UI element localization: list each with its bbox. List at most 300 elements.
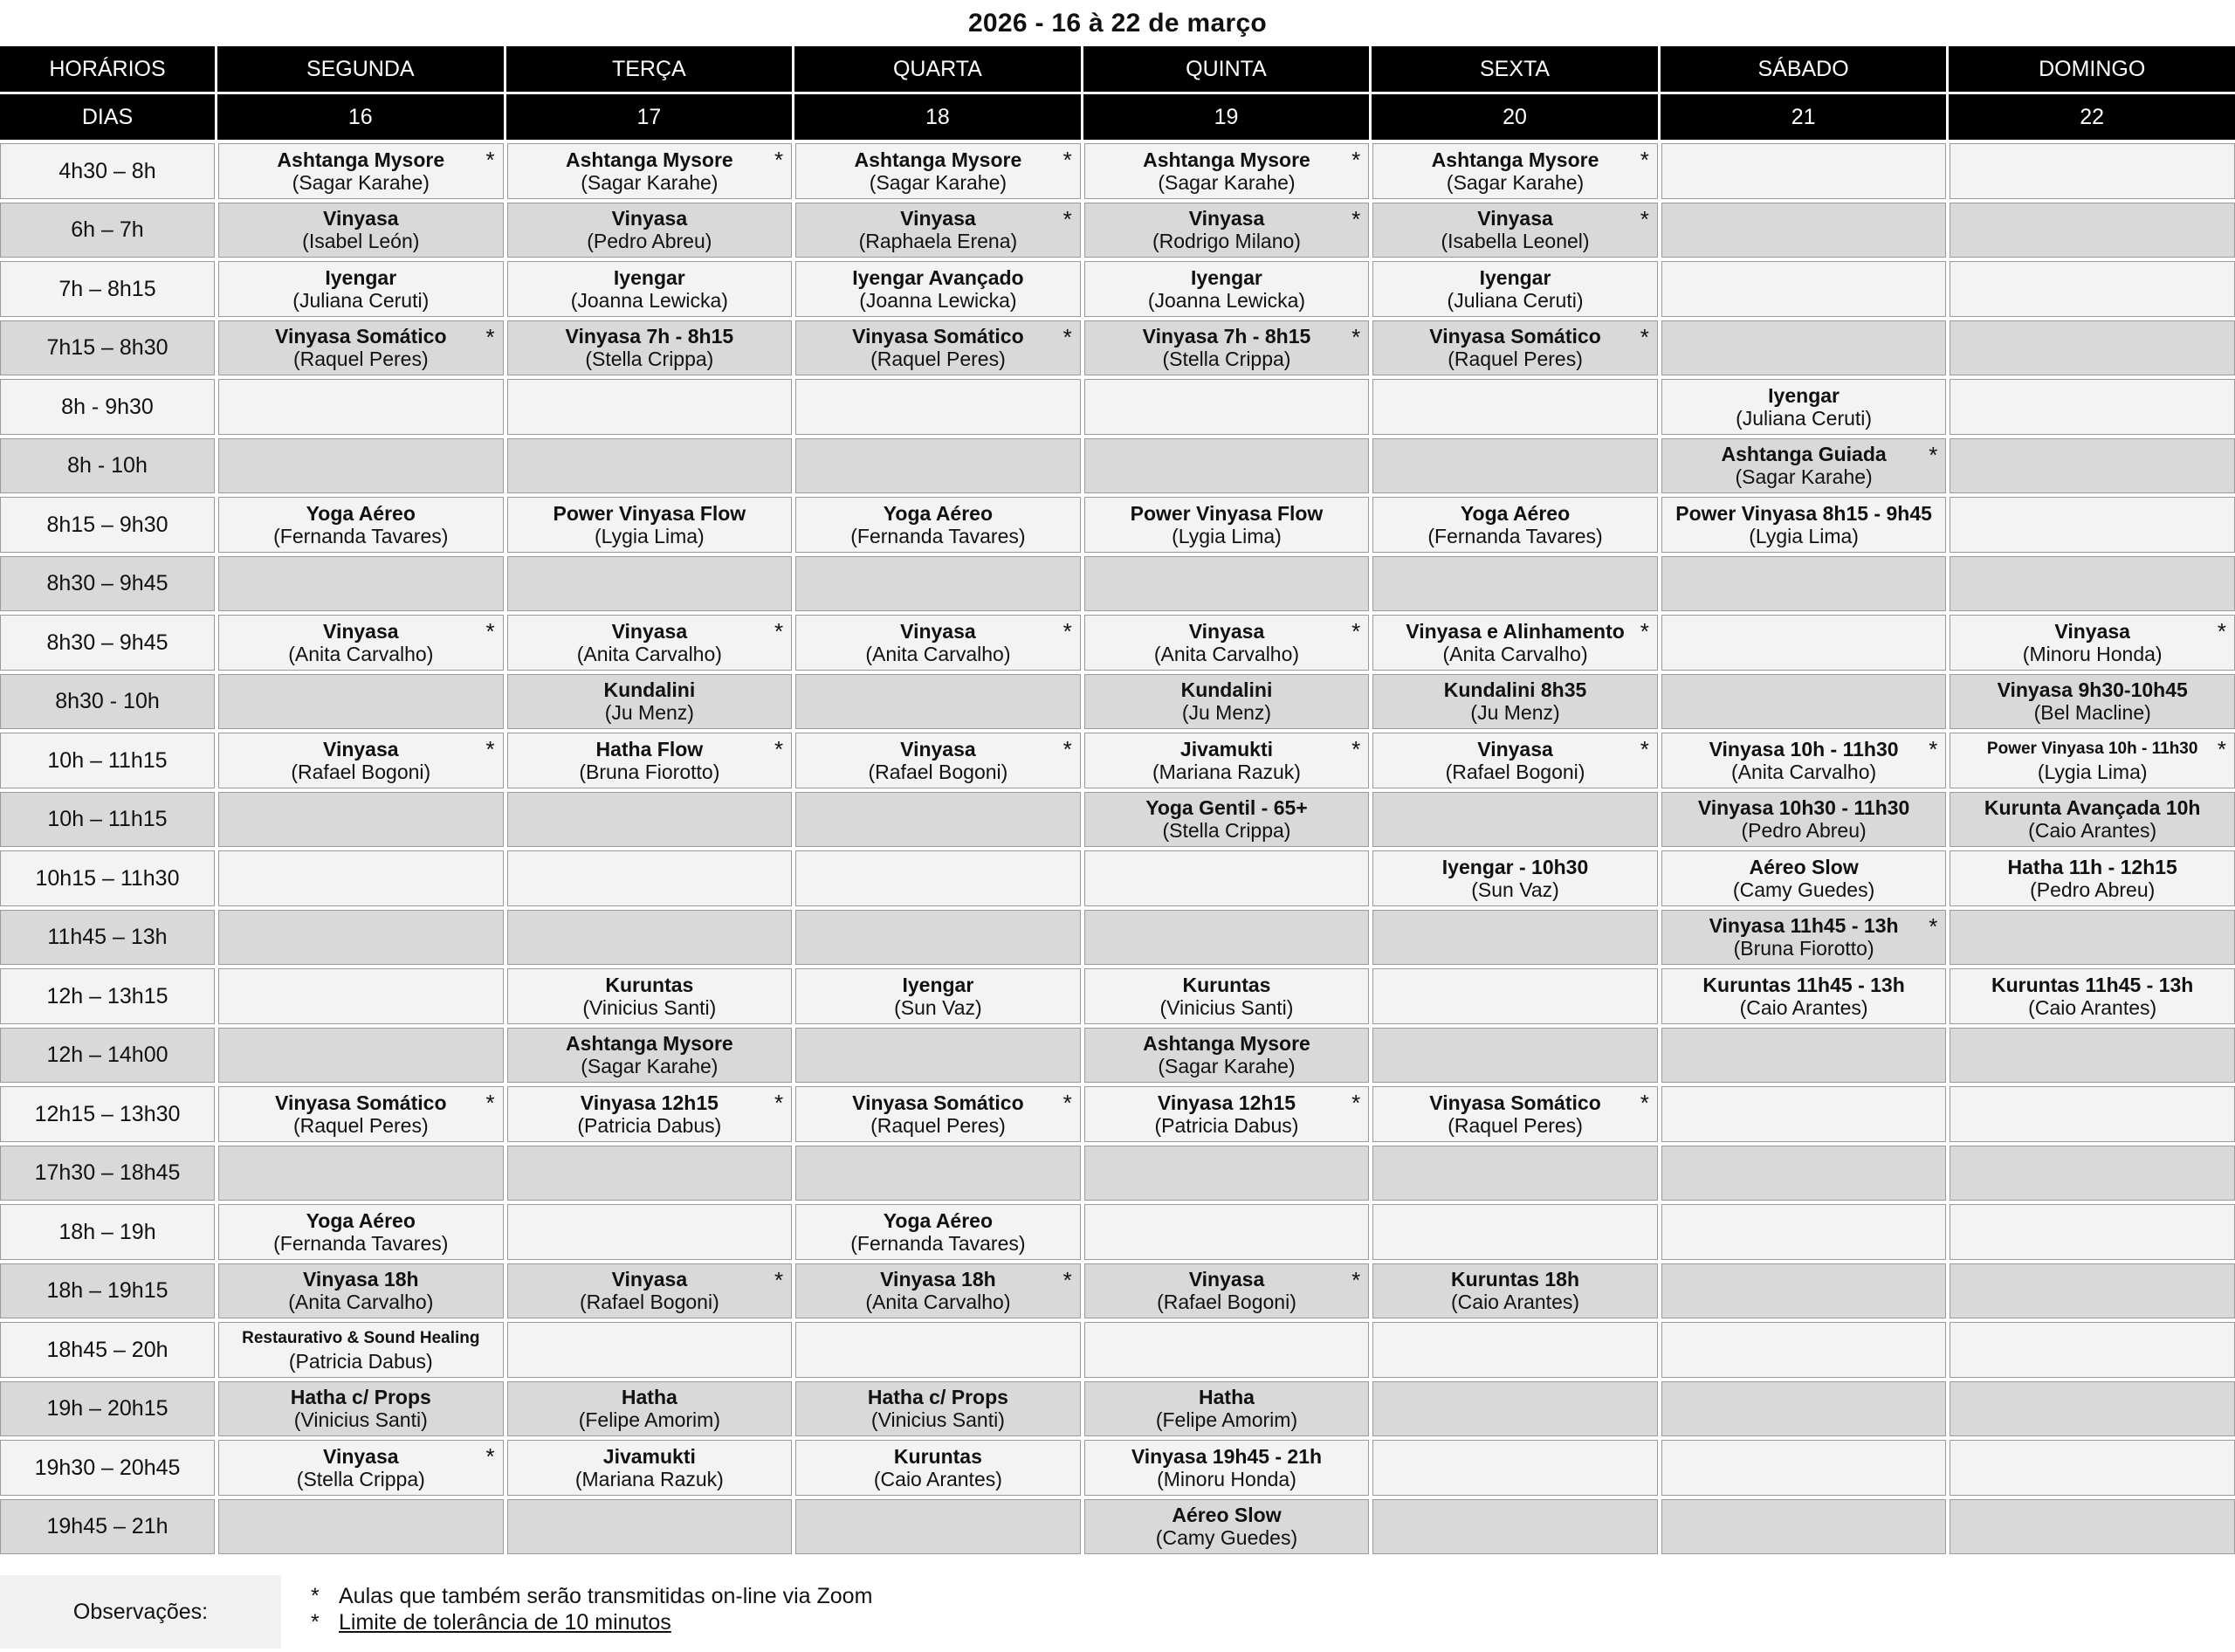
empty-cell [1081,1201,1370,1260]
class-cell [1369,317,1658,376]
weekday-header: DOMINGO [1946,46,2235,92]
empty-cell [1369,375,1658,435]
instructor-name: (Juliana Ceruti) [1736,406,1873,430]
empty-cell [215,965,504,1024]
online-asterisk: * [485,1090,495,1116]
empty-cell [504,553,793,612]
class-cell [1369,847,1658,906]
empty-cell [1369,1201,1658,1260]
class-cell [792,729,1081,788]
empty-cell [1081,435,1370,494]
class-name: Yoga Aéreo [883,1208,994,1232]
class-name: Hatha [1199,1386,1255,1409]
time-slot-cell: 19h45 – 21h [0,1496,215,1555]
online-asterisk: * [1640,147,1649,173]
empty-cell [1369,1024,1658,1084]
empty-cell [1658,553,1947,612]
class-cell [1081,258,1370,317]
class-cell [215,199,504,258]
class-name: Power Vinyasa 10h - 11h30 [1986,739,2198,758]
instructor-name: (Raquel Peres) [1448,348,1583,371]
class-name: Yoga Aéreo [1460,501,1571,525]
class-cell [215,729,504,788]
class-name: Kuruntas 11h45 - 13h [1991,973,2194,996]
instructor-name: (Patricia Dabus) [288,1349,433,1373]
instructor-name: (Sagar Karahe) [869,170,1007,194]
class-cell [1081,788,1370,848]
online-asterisk: * [1062,736,1072,762]
schedule-row [0,965,2235,1024]
online-asterisk: * [1640,736,1649,762]
class-name: Vinyasa [900,619,976,643]
class-name: Ashtanga Mysore [1143,1032,1310,1056]
empty-cell [215,375,504,435]
class-name: Vinyasa [323,1444,399,1468]
online-asterisk: * [774,1266,784,1293]
class-name: Ashtanga Mysore [277,148,445,171]
instructor-name: (Lygia Lima) [2037,760,2148,783]
online-asterisk: * [1351,1266,1361,1293]
instructor-name: (Sun Vaz) [894,995,982,1019]
instructor-name: (Anita Carvalho) [1153,642,1300,665]
empty-cell [1658,1024,1947,1084]
class-name: Kundalini [1180,678,1273,702]
online-asterisk: * [1062,1266,1072,1293]
class-name: Vinyasa Somático [1429,1091,1601,1114]
empty-cell [1658,317,1947,376]
class-cell [1369,258,1658,317]
class-name: Vinyasa 18h [303,1268,419,1291]
class-cell [1081,671,1370,730]
class-cell [792,317,1081,376]
class-cell [792,1378,1081,1437]
class-cell [1081,729,1370,788]
class-name: Jivamukti [1179,737,1274,761]
class-cell [504,1260,793,1319]
class-cell [1081,493,1370,553]
instructor-name: (Minoru Honda) [1157,1467,1296,1490]
weekday-header: TERÇA [504,46,793,92]
instructor-name: (Patricia Dabus) [577,1113,722,1137]
class-name: Vinyasa [323,619,399,643]
time-slot-cell: 7h15 – 8h30 [0,317,215,376]
empty-cell [1946,375,2235,435]
class-name: Iyengar [1479,265,1551,289]
class-name: Hatha Flow [595,737,704,761]
time-slot-cell: 17h30 – 18h45 [0,1142,215,1201]
class-cell [1946,611,2235,671]
empty-cell [215,435,504,494]
empty-cell [1369,906,1658,966]
empty-cell [504,788,793,848]
time-slot-cell: 6h – 7h [0,199,215,258]
instructor-name: (Mariana Razuk) [574,1467,724,1490]
empty-cell [1369,1436,1658,1496]
empty-cell [792,553,1081,612]
empty-cell [1081,847,1370,906]
empty-cell [1946,140,2235,199]
class-name: Yoga Aéreo [883,501,994,525]
class-cell [1081,1436,1370,1496]
class-name: Power Vinyasa Flow [1130,501,1324,525]
instructor-name: (Pedro Abreu) [2030,878,2156,901]
empty-cell [1658,1496,1947,1555]
schedule-row [0,671,2235,730]
class-cell [1081,965,1370,1024]
time-slot-cell: 7h – 8h15 [0,258,215,317]
schedule-row [0,729,2235,788]
class-name: Yoga Aéreo [306,501,416,525]
instructor-name: (Stella Crippa) [1162,819,1291,843]
instructor-name: (Vinicius Santi) [293,1408,428,1432]
class-name: Vinyasa 10h30 - 11h30 [1697,796,1910,820]
horarios-header: HORÁRIOS [0,46,215,92]
class-name: Ashtanga Mysore [565,148,733,171]
online-asterisk: * [1062,618,1072,644]
class-name: Ashtanga Mysore [565,1032,733,1056]
online-asterisk: * [774,618,784,644]
time-slot-cell: 8h30 – 9h45 [0,611,215,671]
online-asterisk: * [774,1090,784,1116]
online-asterisk: * [1929,441,1938,468]
instructor-name: (Anita Carvalho) [865,1291,1011,1314]
instructor-name: (Joanna Lewicka) [570,288,728,312]
schedule-row [0,435,2235,494]
schedule-row [0,1142,2235,1201]
class-cell [1946,965,2235,1024]
class-cell [215,611,504,671]
class-name: Kuruntas 11h45 - 13h [1702,973,1905,996]
instructor-name: (Raquel Peres) [292,348,429,371]
class-name: Yoga Gentil - 65+ [1145,796,1308,820]
class-name: Hatha [621,1386,677,1409]
class-cell [215,1260,504,1319]
online-asterisk: * [774,736,784,762]
empty-cell [1658,1378,1947,1437]
online-asterisk: * [1351,323,1361,350]
time-slot-cell: 8h30 – 9h45 [0,553,215,612]
schedule-row [0,1318,2235,1378]
note-item [311,1610,671,1635]
class-name: Power Vinyasa Flow [553,501,746,525]
class-name: Iyengar Avançado [852,265,1024,289]
online-asterisk: * [1640,618,1649,644]
note-item [311,1584,872,1609]
instructor-name: (Rafael Bogoni) [1445,760,1585,783]
class-cell [1946,671,2235,730]
instructor-name: (Ju Menz) [1181,701,1272,725]
schedule-row [0,493,2235,553]
instructor-name: (Juliana Ceruti) [292,288,430,312]
class-cell [1658,847,1947,906]
instructor-name: (Caio Arantes) [1739,995,1868,1019]
empty-cell [1946,317,2235,376]
instructor-name: (Rodrigo Milano) [1152,230,1301,253]
class-name: Kuruntas [605,973,694,996]
class-cell [504,140,793,199]
class-name: Ashtanga Mysore [854,148,1022,171]
class-name: Vinyasa [323,737,399,761]
instructor-name: (Anita Carvalho) [1731,760,1877,783]
empty-cell [215,847,504,906]
class-cell [1081,1378,1370,1437]
empty-cell [1658,1142,1947,1201]
instructor-name: (Rafael Bogoni) [868,760,1008,783]
class-cell [504,493,793,553]
schedule-row [0,140,2235,199]
empty-cell [1946,1142,2235,1201]
schedule-row [0,847,2235,906]
class-cell [504,258,793,317]
instructor-name: (Rafael Bogoni) [1157,1291,1296,1314]
class-name: Kundalini 8h35 [1443,678,1587,702]
class-cell [504,671,793,730]
class-name: Kuruntas [1182,973,1271,996]
instructor-name: (Caio Arantes) [2028,819,2157,843]
schedule-row [0,611,2235,671]
date-header: 17 [504,92,793,140]
class-cell [215,1378,504,1437]
instructor-name: (Lygia Lima) [1749,524,1859,547]
empty-cell [1658,258,1947,317]
empty-cell [792,1142,1081,1201]
class-name: Jivamukti [602,1444,696,1468]
instructor-name: (Caio Arantes) [1451,1291,1580,1314]
instructor-name: (Anita Carvalho) [1442,642,1588,665]
time-slot-cell: 12h15 – 13h30 [0,1083,215,1142]
online-asterisk: * [1351,147,1361,173]
class-name: Iyengar - 10h30 [1441,855,1589,878]
empty-cell [1658,1318,1947,1378]
date-header: 16 [215,92,504,140]
class-cell [1081,611,1370,671]
class-name: Vinyasa 7h - 8h15 [1142,325,1311,348]
time-slot-cell: 12h – 14h00 [0,1024,215,1084]
date-header: 18 [792,92,1081,140]
online-asterisk: * [485,1443,495,1470]
online-asterisk: * [1351,618,1361,644]
empty-cell [1946,199,2235,258]
empty-cell [504,1496,793,1555]
class-cell [792,199,1081,258]
note-marker: * [311,1584,320,1608]
class-name: Iyengar [902,973,974,996]
schedule-row [0,199,2235,258]
schedule-row [0,1024,2235,1084]
instructor-name: (Fernanda Tavares) [850,1231,1026,1255]
notes-section [0,1575,2235,1652]
schedule-row [0,1260,2235,1319]
class-cell [1081,140,1370,199]
time-slot-cell: 19h – 20h15 [0,1378,215,1437]
class-cell [1081,1260,1370,1319]
empty-cell [504,375,793,435]
class-cell [215,1436,504,1496]
dias-header: DIAS [0,92,215,140]
class-name: Hatha 11h - 12h15 [2007,855,2177,878]
empty-cell [1081,906,1370,966]
empty-cell [1946,1201,2235,1260]
instructor-name: (Camy Guedes) [1155,1526,1298,1550]
instructor-name: (Felipe Amorim) [578,1408,720,1432]
empty-cell [792,847,1081,906]
class-name: Vinyasa [1188,619,1265,643]
empty-cell [1946,1024,2235,1084]
empty-cell [1658,611,1947,671]
empty-cell [1658,1436,1947,1496]
class-cell [1369,729,1658,788]
instructor-name: (Pedro Abreu) [1741,819,1867,843]
empty-cell [1081,553,1370,612]
online-asterisk: * [2217,736,2226,762]
online-asterisk: * [1640,323,1649,350]
page-title: 2026 - 16 à 22 de março [967,9,1268,38]
empty-cell [792,906,1081,966]
class-name: Vinyasa [1477,207,1553,231]
instructor-name: (Felipe Amorim) [1155,1408,1298,1432]
class-name: Vinyasa 9h30-10h45 [1997,678,2188,702]
online-asterisk: * [1062,323,1072,350]
time-slot-cell: 8h30 - 10h [0,671,215,730]
time-slot-cell: 10h – 11h15 [0,788,215,848]
instructor-name: (Anita Carvalho) [865,642,1011,665]
note-marker: * [311,1610,320,1635]
class-cell [215,317,504,376]
empty-cell [1369,965,1658,1024]
empty-cell [792,1024,1081,1084]
online-asterisk: * [1640,205,1649,232]
instructor-name: (Fernanda Tavares) [1427,524,1603,547]
date-header: 21 [1658,92,1947,140]
class-name: Vinyasa [1477,737,1553,761]
class-cell [1081,1083,1370,1142]
online-asterisk: * [774,147,784,173]
instructor-name: (Bruna Fiorotto) [1733,937,1874,960]
online-asterisk: * [1351,205,1361,232]
date-header: 19 [1081,92,1370,140]
empty-cell [1946,1260,2235,1319]
class-cell [792,1260,1081,1319]
online-asterisk: * [485,323,495,350]
online-asterisk: * [1351,736,1361,762]
instructor-name: (Stella Crippa) [585,348,714,371]
instructor-name: (Raquel Peres) [870,1113,1006,1137]
class-name: Vinyasa e Alinhamento [1406,619,1625,643]
class-cell [1658,965,1947,1024]
class-cell [504,729,793,788]
weekday-header-row [0,46,2235,92]
weekday-header: QUARTA [792,46,1081,92]
instructor-name: (Camy Guedes) [1732,878,1875,901]
schedule-row [0,906,2235,966]
empty-cell [215,553,504,612]
class-name: Vinyasa Somático [275,325,447,348]
class-cell [1081,199,1370,258]
class-name: Ashtanga Mysore [1431,148,1599,171]
class-cell [504,317,793,376]
empty-cell [1658,1260,1947,1319]
instructor-name: (Fernanda Tavares) [273,1231,449,1255]
class-name: Vinyasa 18h [880,1268,996,1291]
instructor-name: (Vinicius Santi) [582,995,717,1019]
weekday-header: SEXTA [1369,46,1658,92]
date-header: 22 [1946,92,2235,140]
notes-label: Observações: [0,1575,281,1649]
class-cell [792,965,1081,1024]
empty-cell [1658,199,1947,258]
instructor-name: (Sun Vaz) [1471,878,1559,901]
class-cell [1658,788,1947,848]
class-cell [1369,1260,1658,1319]
instructor-name: (Fernanda Tavares) [850,524,1026,547]
time-slot-cell: 10h – 11h15 [0,729,215,788]
instructor-name: (Anita Carvalho) [576,642,722,665]
instructor-name: (Sagar Karahe) [1158,1055,1296,1078]
schedule-row [0,553,2235,612]
class-cell [504,611,793,671]
class-name: Vinyasa 12h15 [1157,1091,1296,1114]
instructor-name: (Juliana Ceruti) [1447,288,1584,312]
class-cell [1081,1496,1370,1555]
instructor-name: (Bel Macline) [2033,701,2151,725]
time-slot-cell: 18h45 – 20h [0,1318,215,1378]
online-asterisk: * [2217,618,2226,644]
class-cell [792,140,1081,199]
class-cell [504,1436,793,1496]
schedule-row [0,1378,2235,1437]
online-asterisk: * [485,618,495,644]
empty-cell [1946,1318,2235,1378]
empty-cell [504,906,793,966]
class-name: Vinyasa 7h - 8h15 [565,325,734,348]
class-name: Iyengar [1191,265,1262,289]
class-name: Vinyasa Somático [852,325,1024,348]
time-slot-cell: 8h15 – 9h30 [0,493,215,553]
instructor-name: (Raquel Peres) [292,1113,429,1137]
class-name: Vinyasa Somático [1429,325,1601,348]
class-cell [215,493,504,553]
class-cell [504,1083,793,1142]
empty-cell [1946,258,2235,317]
online-asterisk: * [1062,147,1072,173]
class-name: Vinyasa 19h45 - 21h [1131,1444,1323,1468]
instructor-name: (Sagar Karahe) [1158,170,1296,194]
class-name: Vinyasa [900,207,976,231]
schedule-table [0,46,2235,1554]
schedule-body [0,140,2235,1554]
class-name: Kuruntas 18h [1451,1268,1580,1291]
class-name: Vinyasa [1188,1268,1265,1291]
empty-cell [1369,1378,1658,1437]
empty-cell [1081,375,1370,435]
class-name: Ashtanga Mysore [1143,148,1310,171]
instructor-name: (Rafael Bogoni) [579,1291,719,1314]
schedule-row [0,375,2235,435]
empty-cell [215,906,504,966]
empty-cell [1946,1496,2235,1555]
instructor-name: (Ju Menz) [604,701,694,725]
class-cell [215,140,504,199]
instructor-name: (Patricia Dabus) [1154,1113,1299,1137]
class-name: Hatha c/ Props [290,1386,431,1409]
class-cell [1369,140,1658,199]
instructor-name: (Minoru Honda) [2022,642,2163,665]
class-name: Vinyasa 11h45 - 13h [1709,914,1899,938]
class-cell [1658,435,1947,494]
class-cell [792,493,1081,553]
class-cell [1658,729,1947,788]
empty-cell [1658,1201,1947,1260]
